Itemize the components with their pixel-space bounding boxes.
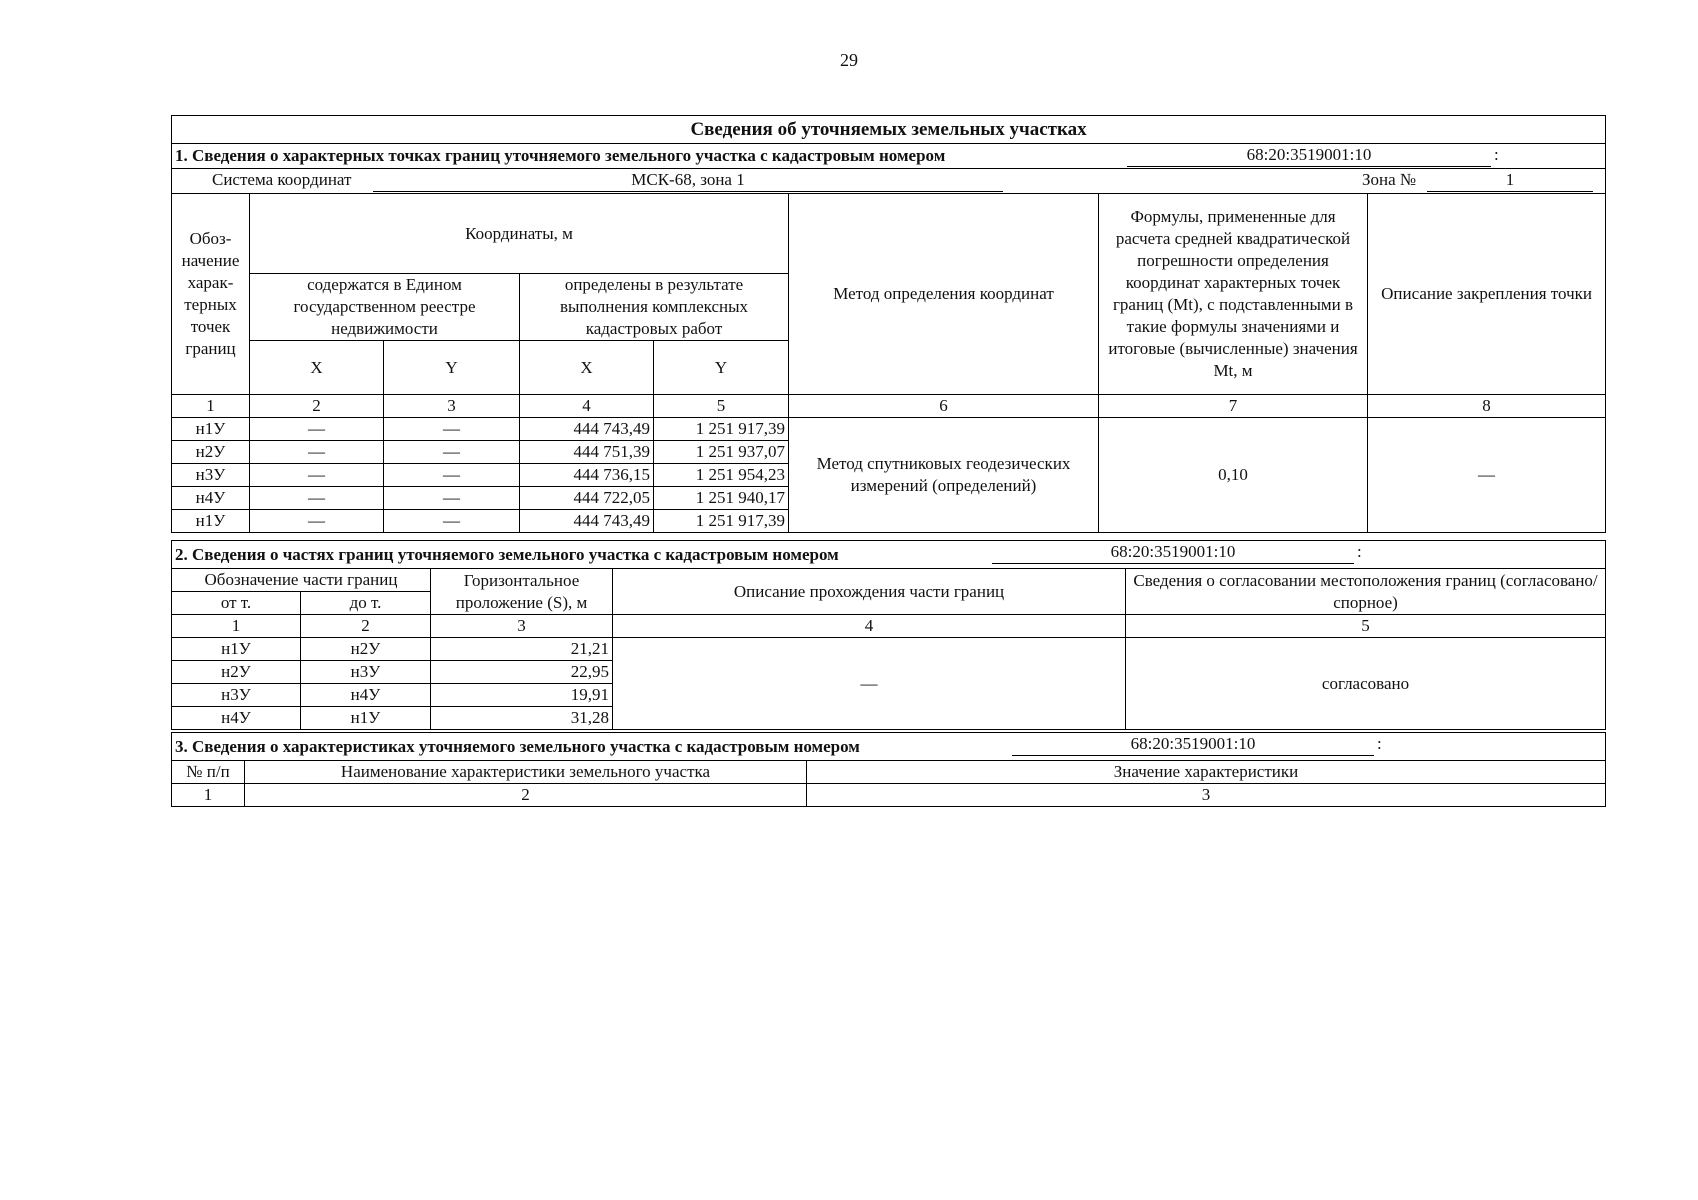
y-value: 1 251 917,39	[654, 510, 789, 533]
method-value: Метод спутниковых геодезических измерений (определений)	[789, 418, 1099, 533]
header-from: от т.	[172, 592, 301, 615]
header-coordinates: Координаты, м	[250, 194, 789, 274]
coord-system-row	[172, 169, 1606, 194]
x-value: 444 751,39	[520, 441, 654, 464]
header-y-egrn: Y	[384, 341, 520, 395]
x-value: 444 736,15	[520, 464, 654, 487]
to-point: н3У	[301, 661, 431, 684]
horizontal-value: 19,91	[431, 684, 613, 707]
x-egrn: —	[250, 464, 384, 487]
header-formulas: Формулы, примененные для расчета средней квадратической погрешности определения координат характерных точек границ (Mt), с подставленными в такие формулы значениями и итоговые (вычисленные) значения Mt, м	[1099, 194, 1368, 395]
x-egrn: —	[250, 418, 384, 441]
horizontal-value: 31,28	[431, 707, 613, 730]
description-value: —	[613, 638, 1126, 730]
section1-cadastral-number: 68:20:3519001:10	[1127, 144, 1491, 167]
header-egrn: содержатся в Едином государственном реестре недвижимости	[250, 274, 520, 341]
point-name: н4У	[172, 487, 250, 510]
y-value: 1 251 917,39	[654, 418, 789, 441]
header-x-complex: X	[520, 341, 654, 395]
header-horizontal: Горизонтальное проложение (S), м	[431, 569, 613, 615]
from-point: н1У	[172, 638, 301, 661]
y-egrn: —	[384, 418, 520, 441]
y-value: 1 251 954,23	[654, 464, 789, 487]
x-egrn: —	[250, 510, 384, 533]
section1-heading: 1. Сведения о характерных точках границ уточняемого земельного участка с кадастровым номером	[175, 146, 946, 165]
y-egrn: —	[384, 510, 520, 533]
col-number: 6	[789, 395, 1099, 418]
col-number: 1	[172, 395, 250, 418]
y-value: 1 251 937,07	[654, 441, 789, 464]
x-value: 444 743,49	[520, 418, 654, 441]
x-value: 444 722,05	[520, 487, 654, 510]
column-numbers-row	[172, 784, 1606, 807]
x-egrn: —	[250, 441, 384, 464]
fixing-value: —	[1368, 418, 1606, 533]
header-method: Метод определения координат	[789, 194, 1099, 395]
section3-heading-row	[172, 733, 1606, 761]
column-numbers-row	[172, 395, 1606, 418]
x-egrn: —	[250, 487, 384, 510]
header-y-complex: Y	[654, 341, 789, 395]
zone-label: Зона №	[1362, 170, 1417, 189]
header-description: Описание прохождения части границ	[613, 569, 1126, 615]
header-fixing: Описание закрепления точки	[1368, 194, 1606, 395]
x-value: 444 743,49	[520, 510, 654, 533]
header-part-designation: Обозначение части границ	[172, 569, 431, 592]
col-number: 5	[654, 395, 789, 418]
header-complex: определены в результате выполнения комплексных кадастровых работ	[520, 274, 789, 341]
col-number: 8	[1368, 395, 1606, 418]
col-number: 4	[613, 615, 1126, 638]
point-name: н1У	[172, 510, 250, 533]
header-x-egrn: X	[250, 341, 384, 395]
from-point: н2У	[172, 661, 301, 684]
to-point: н4У	[301, 684, 431, 707]
col-number: 2	[250, 395, 384, 418]
mt-value: 0,10	[1099, 418, 1368, 533]
col-number: 2	[245, 784, 807, 807]
point-name: н2У	[172, 441, 250, 464]
section3-heading: 3. Сведения о характеристиках уточняемого земельного участка с кадастровым номером	[175, 736, 860, 756]
col-number: 4	[520, 395, 654, 418]
header-num: № п/п	[172, 761, 245, 784]
section2-cadastral-number: 68:20:3519001:10	[992, 541, 1354, 564]
header-agreement: Сведения о согласовании местоположения границ (согласовано/спорное)	[1126, 569, 1606, 615]
characteristics-table	[171, 732, 1606, 807]
horizontal-value: 21,21	[431, 638, 613, 661]
section2-heading: 2. Сведения о частях границ уточняемого земельного участка с кадастровым номером	[175, 544, 839, 564]
from-point: н4У	[172, 707, 301, 730]
section2-heading-row	[172, 541, 1606, 569]
col-number: 1	[172, 784, 245, 807]
header-to: до т.	[301, 592, 431, 615]
col-number: 2	[301, 615, 431, 638]
column-numbers-row	[172, 615, 1606, 638]
point-name: н3У	[172, 464, 250, 487]
header-designation: Обоз-начение харак-терных точек границ	[172, 194, 250, 395]
table-row	[172, 638, 1606, 661]
col-number: 1	[172, 615, 301, 638]
to-point: н2У	[301, 638, 431, 661]
point-name: н1У	[172, 418, 250, 441]
points-table	[171, 115, 1606, 533]
header-value: Значение характеристики	[807, 761, 1606, 784]
header-name: Наименование характеристики земельного участка	[245, 761, 807, 784]
coord-system-value: МСК-68, зона 1	[373, 169, 1003, 192]
boundary-parts-table	[171, 540, 1606, 730]
y-egrn: —	[384, 464, 520, 487]
col-number: 3	[431, 615, 613, 638]
section1-colon: :	[1494, 145, 1499, 164]
table-row	[172, 418, 1606, 441]
y-egrn: —	[384, 441, 520, 464]
document-title: Сведения об уточняемых земельных участках	[172, 116, 1606, 144]
to-point: н1У	[301, 707, 431, 730]
section1-heading-row	[172, 144, 1606, 169]
agreement-value: согласовано	[1126, 638, 1606, 730]
page-number: 29	[840, 50, 858, 70]
col-number: 3	[384, 395, 520, 418]
section3-colon: :	[1377, 734, 1382, 753]
col-number: 5	[1126, 615, 1606, 638]
zone-value: 1	[1427, 169, 1593, 192]
from-point: н3У	[172, 684, 301, 707]
section3-cadastral-number: 68:20:3519001:10	[1012, 733, 1374, 756]
y-egrn: —	[384, 487, 520, 510]
coord-system-label: Система координат	[212, 170, 352, 189]
y-value: 1 251 940,17	[654, 487, 789, 510]
horizontal-value: 22,95	[431, 661, 613, 684]
section2-colon: :	[1357, 542, 1362, 561]
col-number: 3	[807, 784, 1606, 807]
col-number: 7	[1099, 395, 1368, 418]
